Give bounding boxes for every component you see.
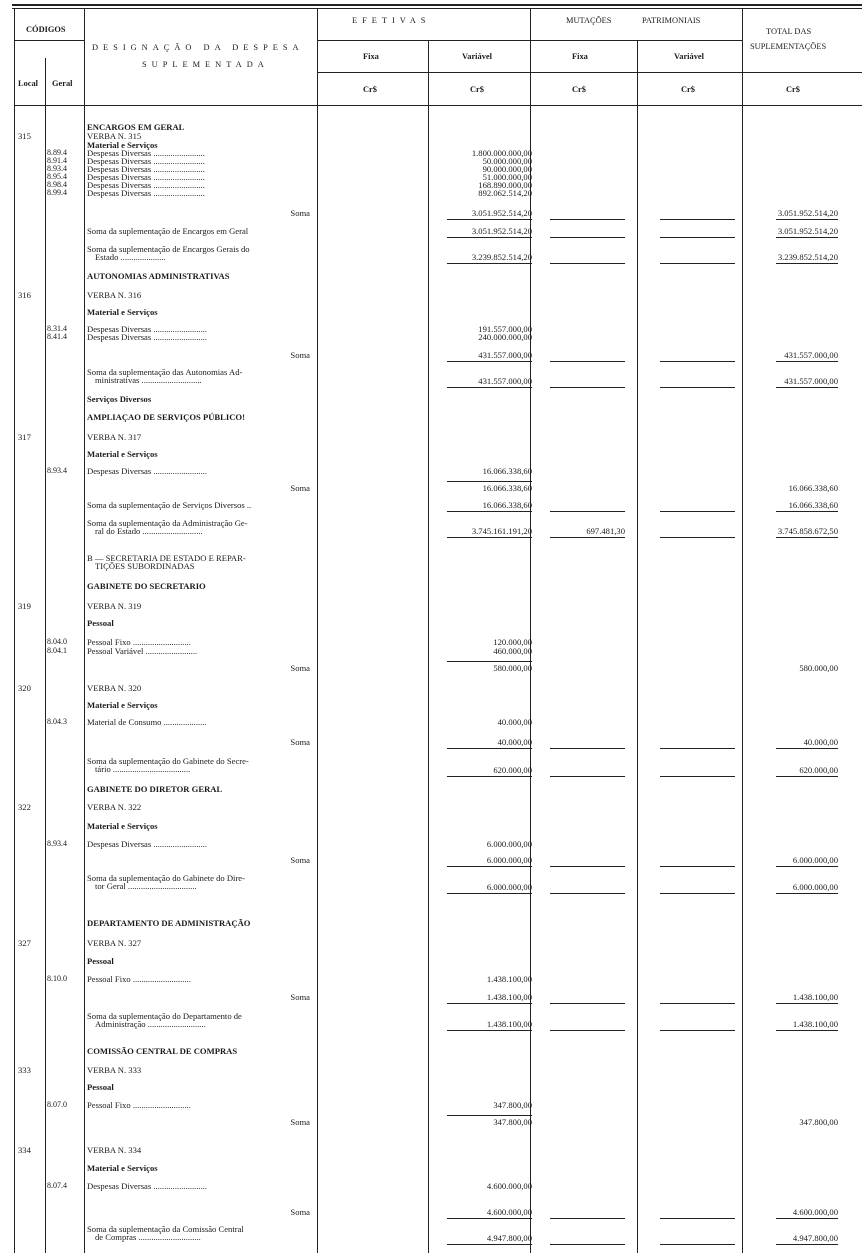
row-description: Material e Serviços bbox=[87, 1163, 158, 1173]
row-total-value: 4.947.800,00 bbox=[792, 1233, 838, 1243]
row-total-value: 6.000.000,00 bbox=[792, 882, 838, 892]
rule-mut-variavel bbox=[660, 237, 735, 238]
row-local-code: 320 bbox=[18, 683, 31, 693]
row-local-code: 333 bbox=[18, 1065, 31, 1075]
currency-total: Cr$ bbox=[786, 85, 800, 94]
row-description: Soma da suplementação da Administração Ge- bbox=[87, 518, 248, 528]
row-description: Despesas Diversas ......................... bbox=[87, 324, 208, 334]
row-description: Pessoal bbox=[87, 956, 114, 966]
row-variavel-value: 40.000,00 bbox=[497, 717, 532, 727]
row-description: Despesas Diversas ......................... bbox=[87, 466, 208, 476]
row-variavel-value: 4.600.000,00 bbox=[486, 1207, 532, 1217]
header-local: Local bbox=[18, 79, 39, 88]
rule-variavel bbox=[447, 361, 532, 362]
row-total-value: 6.000.000,00 bbox=[792, 855, 838, 865]
row-description: Material e Serviços bbox=[87, 140, 158, 150]
row-geral-code: 8.99.4 bbox=[47, 188, 67, 197]
row-geral-code: 8.98.4 bbox=[47, 180, 67, 189]
row-geral-code: 8.07.0 bbox=[47, 1100, 67, 1109]
rule-mut-variavel bbox=[660, 1218, 735, 1219]
row-soma-label: Soma bbox=[290, 663, 310, 673]
row-variavel-value: 1.438.100,00 bbox=[486, 1019, 532, 1029]
row-description-cont: Estado ..................... bbox=[95, 252, 166, 262]
row-variavel-value: 240.000.000,00 bbox=[478, 332, 532, 342]
rule-variavel bbox=[447, 387, 532, 388]
rule-variavel bbox=[447, 219, 532, 220]
rule-mut-fixa bbox=[550, 237, 625, 238]
row-total-value: 16.066.338,60 bbox=[788, 483, 838, 493]
rule-variavel bbox=[447, 1003, 532, 1004]
rule-mut-fixa bbox=[550, 1030, 625, 1031]
row-variavel-value: 3.239.852.514,20 bbox=[471, 252, 532, 262]
row-description: AUTONOMIAS ADMINISTRATIVAS bbox=[87, 271, 230, 281]
row-description: AMPLIAÇAO DE SERVIÇOS PÚBLICO! bbox=[87, 412, 245, 422]
row-variavel-value: 191.557.000,00 bbox=[478, 324, 532, 334]
row-description: Pessoal Variável ........................ bbox=[87, 646, 198, 656]
row-description: Material e Serviços bbox=[87, 449, 158, 459]
rule-mut-variavel bbox=[660, 1003, 735, 1004]
row-description: DEPARTAMENTO DE ADMINISTRAÇÃO bbox=[87, 918, 251, 928]
row-variavel-value: 120.000,00 bbox=[493, 637, 532, 647]
rule-total bbox=[776, 237, 838, 238]
row-total-value: 431.557.000,00 bbox=[784, 350, 838, 360]
row-local-code: 334 bbox=[18, 1145, 31, 1155]
rule-variavel bbox=[447, 263, 532, 264]
row-soma-label: Soma bbox=[290, 1117, 310, 1127]
rule-variavel bbox=[447, 661, 532, 662]
row-total-value: 580.000,00 bbox=[799, 663, 838, 673]
row-variavel-value: 6.000.000,00 bbox=[486, 882, 532, 892]
row-description: Soma da suplementação do Gabinete do Dire- bbox=[87, 873, 245, 883]
row-variavel-value: 620.000,00 bbox=[493, 765, 532, 775]
row-local-code: 315 bbox=[18, 131, 31, 141]
rule-total bbox=[776, 1003, 838, 1004]
row-local-code: 319 bbox=[18, 601, 31, 611]
row-soma-label: Soma bbox=[290, 208, 310, 218]
rule-variavel bbox=[447, 511, 532, 512]
row-variavel-value: 892.062.514,20 bbox=[478, 188, 532, 198]
currency-fixa: Cr$ bbox=[363, 85, 377, 94]
row-geral-code: 8.93.4 bbox=[47, 839, 67, 848]
row-total-value: 3.745.858.672,50 bbox=[777, 526, 838, 536]
rule-mut-variavel bbox=[660, 1030, 735, 1031]
row-description: VERBA N. 327 bbox=[87, 938, 142, 948]
row-local-code: 327 bbox=[18, 938, 31, 948]
rule-total bbox=[776, 748, 838, 749]
row-soma-label: Soma bbox=[290, 992, 310, 1002]
row-geral-code: 8.10.0 bbox=[47, 974, 67, 983]
rule-mut-variavel bbox=[660, 387, 735, 388]
rule-total bbox=[776, 361, 838, 362]
rule-mut-fixa bbox=[550, 866, 625, 867]
rule-mut-variavel bbox=[660, 219, 735, 220]
row-description: VERBA N. 334 bbox=[87, 1145, 142, 1155]
row-soma-label: Soma bbox=[290, 737, 310, 747]
row-variavel-value: 580.000,00 bbox=[493, 663, 532, 673]
row-description: Pessoal Fixo ........................... bbox=[87, 637, 191, 647]
row-variavel-value: 431.557.000,00 bbox=[478, 350, 532, 360]
row-description: VERBA N. 319 bbox=[87, 601, 142, 611]
rule-mut-fixa bbox=[550, 511, 625, 512]
rule-variavel bbox=[447, 1030, 532, 1031]
header-efetivas: EFETIVAS bbox=[352, 16, 431, 25]
row-description: Despesas Diversas ........................ bbox=[87, 172, 205, 182]
rule-mut-variavel bbox=[660, 263, 735, 264]
row-variavel-value: 16.066.338,60 bbox=[482, 500, 532, 510]
header-variavel: Variável bbox=[462, 52, 492, 61]
rule-mut-fixa bbox=[550, 361, 625, 362]
currency-variavel: Cr$ bbox=[470, 85, 484, 94]
row-total-value: 16.066.338,60 bbox=[788, 500, 838, 510]
row-soma-label: Soma bbox=[290, 855, 310, 865]
rule-mut-variavel bbox=[660, 776, 735, 777]
row-description: Despesas Diversas ......................... bbox=[87, 1181, 208, 1191]
row-description-cont: ral do Estado ............................ bbox=[95, 526, 203, 536]
row-geral-code: 8.07.4 bbox=[47, 1181, 67, 1190]
row-variavel-value: 40.000,00 bbox=[497, 737, 532, 747]
rule-variavel bbox=[447, 893, 532, 894]
rule-total bbox=[776, 387, 838, 388]
row-description-cont: TIÇÕES SUBORDINADAS bbox=[95, 561, 195, 571]
rule-total bbox=[776, 219, 838, 220]
row-geral-code: 8.93.4 bbox=[47, 164, 67, 173]
row-geral-code: 8.31.4 bbox=[47, 324, 67, 333]
row-geral-code: 8.95.4 bbox=[47, 172, 67, 181]
row-description: VERBA N. 322 bbox=[87, 802, 142, 812]
rule-mut-fixa bbox=[550, 1003, 625, 1004]
row-variavel-value: 1.800.000.000,00 bbox=[471, 148, 532, 158]
rule-mut-variavel bbox=[660, 511, 735, 512]
rule-mut-variavel bbox=[660, 748, 735, 749]
rule-total bbox=[776, 537, 838, 538]
rule-mut-variavel bbox=[660, 893, 735, 894]
rule-mut-variavel bbox=[660, 1244, 735, 1245]
row-variavel-value: 4.600.000,00 bbox=[486, 1181, 532, 1191]
row-geral-code: 8.04.1 bbox=[47, 646, 67, 655]
rule-variavel bbox=[447, 237, 532, 238]
row-description: VERBA N. 320 bbox=[87, 683, 142, 693]
rule-variavel bbox=[447, 481, 532, 482]
row-description: COMISSÃO CENTRAL DE COMPRAS bbox=[87, 1046, 238, 1056]
currency-mut-variavel: Cr$ bbox=[681, 85, 695, 94]
header-fixa: Fixa bbox=[363, 52, 379, 61]
rule-mut-fixa bbox=[550, 387, 625, 388]
row-description: Pessoal bbox=[87, 618, 114, 628]
rule-total bbox=[776, 1030, 838, 1031]
rule-total bbox=[776, 1218, 838, 1219]
row-variavel-value: 431.557.000,00 bbox=[478, 376, 532, 386]
row-total-value: 620.000,00 bbox=[799, 765, 838, 775]
header-geral: Geral bbox=[52, 79, 73, 88]
row-description: B — SECRETARIA DE ESTADO E REPAR- bbox=[87, 553, 246, 563]
rule-mut-fixa bbox=[550, 1244, 625, 1245]
rule-variavel bbox=[447, 1115, 532, 1116]
rule-mut-fixa bbox=[550, 1218, 625, 1219]
row-description: VERBA N. 317 bbox=[87, 432, 142, 442]
row-variavel-value: 3.051.952.514,20 bbox=[471, 226, 532, 236]
row-variavel-value: 347.800,00 bbox=[493, 1100, 532, 1110]
rule-mut-fixa bbox=[550, 748, 625, 749]
header-codigos: CÓDIGOS bbox=[26, 25, 66, 34]
header-mutacoes: MUTAÇÕES bbox=[566, 16, 612, 25]
rule-total bbox=[776, 893, 838, 894]
row-variavel-value: 3.051.952.514,20 bbox=[471, 208, 532, 218]
row-description: Soma da suplementação do Gabinete do Secre- bbox=[87, 756, 249, 766]
rule-mut-variavel bbox=[660, 866, 735, 867]
row-variavel-value: 50.000.000,00 bbox=[482, 156, 532, 166]
row-description: Material de Consumo .................... bbox=[87, 717, 207, 727]
row-variavel-value: 4.947.800,00 bbox=[486, 1233, 532, 1243]
row-mutacao-fixa-value: 697.481,30 bbox=[586, 526, 625, 536]
row-variavel-value: 168.890.000,00 bbox=[478, 180, 532, 190]
row-geral-code: 8.91.4 bbox=[47, 156, 67, 165]
row-description: Despesas Diversas ........................ bbox=[87, 156, 205, 166]
row-description-cont: Administração ........................... bbox=[95, 1019, 206, 1029]
row-geral-code: 8.93.4 bbox=[47, 466, 67, 475]
row-total-value: 3.051.952.514,20 bbox=[777, 208, 838, 218]
row-description: Despesas Diversas ......................... bbox=[87, 839, 208, 849]
rule-mut-variavel bbox=[660, 537, 735, 538]
rule-total bbox=[776, 1244, 838, 1245]
rule-total bbox=[776, 866, 838, 867]
rule-variavel bbox=[447, 748, 532, 749]
rule-mut-fixa bbox=[550, 537, 625, 538]
rule-mut-fixa bbox=[550, 893, 625, 894]
row-description: GABINETE DO DIRETOR GERAL bbox=[87, 784, 223, 794]
rule-variavel bbox=[447, 537, 532, 538]
row-description: VERBA N. 316 bbox=[87, 290, 142, 300]
row-variavel-value: 460.000,00 bbox=[493, 646, 532, 656]
row-local-code: 322 bbox=[18, 802, 31, 812]
row-description: Material e Serviços bbox=[87, 307, 158, 317]
header-mut-variavel: Variável bbox=[674, 52, 704, 61]
row-description: Despesas Diversas ........................ bbox=[87, 188, 205, 198]
row-total-value: 431.557.000,00 bbox=[784, 376, 838, 386]
header-patrimoniais: PATRIMONIAIS bbox=[642, 16, 701, 25]
row-variavel-value: 16.066.338,60 bbox=[482, 483, 532, 493]
rule-total bbox=[776, 776, 838, 777]
row-description: Soma da suplementação das Autonomias Ad- bbox=[87, 367, 243, 377]
row-description: Material e Serviços bbox=[87, 821, 158, 831]
row-total-value: 3.239.852.514,20 bbox=[777, 252, 838, 262]
header-suplementada: SUPLEMENTADA bbox=[142, 60, 269, 69]
row-description: Soma da suplementação de Encargos em Geral bbox=[87, 226, 249, 236]
row-description: Serviços Diversos bbox=[87, 394, 152, 404]
row-description: Despesas Diversas ........................ bbox=[87, 180, 205, 190]
row-soma-label: Soma bbox=[290, 483, 310, 493]
row-description: VERBA N. 333 bbox=[87, 1065, 142, 1075]
row-total-value: 3.051.952.514,20 bbox=[777, 226, 838, 236]
header-total-das: TOTAL DAS bbox=[766, 27, 812, 36]
currency-mut-fixa: Cr$ bbox=[572, 85, 586, 94]
row-description: Pessoal bbox=[87, 1082, 114, 1092]
row-description: Soma da suplementação de Serviços Diversos .. bbox=[87, 500, 252, 510]
row-description: VERBA N. 315 bbox=[87, 131, 142, 141]
rule-total bbox=[776, 511, 838, 512]
row-description-cont: ministrativas ............................ bbox=[95, 375, 202, 385]
row-description: Material e Serviços bbox=[87, 700, 158, 710]
row-description-cont: de Compras ............................. bbox=[95, 1232, 201, 1242]
row-local-code: 317 bbox=[18, 432, 31, 442]
row-description-cont: tor Geral ................................ bbox=[95, 881, 197, 891]
row-total-value: 1.438.100,00 bbox=[792, 992, 838, 1002]
row-local-code: 316 bbox=[18, 290, 31, 300]
row-variavel-value: 1.438.100,00 bbox=[486, 992, 532, 1002]
rule-mut-variavel bbox=[660, 361, 735, 362]
row-geral-code: 8.41.4 bbox=[47, 332, 67, 341]
row-variavel-value: 347.800,00 bbox=[493, 1117, 532, 1127]
row-total-value: 4.600.000,00 bbox=[792, 1207, 838, 1217]
rule-mut-fixa bbox=[550, 776, 625, 777]
row-soma-label: Soma bbox=[290, 350, 310, 360]
row-description: Despesas Diversas ......................... bbox=[87, 332, 208, 342]
row-description: GABINETE DO SECRETARIO bbox=[87, 581, 206, 591]
row-description: Soma da suplementação do Departamento de bbox=[87, 1011, 242, 1021]
rule-mut-fixa bbox=[550, 263, 625, 264]
header-designacao: DESIGNAÇÃO DA DESPESA bbox=[92, 43, 304, 52]
row-variavel-value: 6.000.000,00 bbox=[486, 839, 532, 849]
row-description-cont: tário .................................... bbox=[95, 764, 191, 774]
row-variavel-value: 90.000.000,00 bbox=[482, 164, 532, 174]
row-variavel-value: 6.000.000,00 bbox=[486, 855, 532, 865]
rule-total bbox=[776, 263, 838, 264]
row-geral-code: 8.89.4 bbox=[47, 148, 67, 157]
rule-variavel bbox=[447, 1218, 532, 1219]
rule-variavel bbox=[447, 776, 532, 777]
row-description: Pessoal Fixo ........................... bbox=[87, 974, 191, 984]
row-soma-label: Soma bbox=[290, 1207, 310, 1217]
row-variavel-value: 1.438.100,00 bbox=[486, 974, 532, 984]
row-variavel-value: 51.000.000,00 bbox=[482, 172, 532, 182]
row-variavel-value: 3.745.161.191,20 bbox=[471, 526, 532, 536]
rule-mut-fixa bbox=[550, 219, 625, 220]
row-geral-code: 8.04.0 bbox=[47, 637, 67, 646]
row-description: Despesas Diversas ........................ bbox=[87, 164, 205, 174]
header-suplementacoes: SUPLEMENTAÇÕES bbox=[750, 42, 827, 51]
row-total-value: 347.800,00 bbox=[799, 1117, 838, 1127]
rule-variavel bbox=[447, 866, 532, 867]
row-geral-code: 8.04.3 bbox=[47, 717, 67, 726]
row-description: Soma da suplementação de Encargos Gerais do bbox=[87, 244, 250, 254]
row-description: ENCARGOS EM GERAL bbox=[87, 122, 185, 132]
row-description: Despesas Diversas ........................ bbox=[87, 148, 205, 158]
row-description: Soma da suplementação da Comissão Central bbox=[87, 1224, 244, 1234]
row-total-value: 1.438.100,00 bbox=[792, 1019, 838, 1029]
row-total-value: 40.000,00 bbox=[803, 737, 838, 747]
row-variavel-value: 16.066.338,60 bbox=[482, 466, 532, 476]
row-description: Pessoal Fixo ........................... bbox=[87, 1100, 191, 1110]
rule-variavel bbox=[447, 1244, 532, 1245]
header-mut-fixa: Fixa bbox=[572, 52, 588, 61]
